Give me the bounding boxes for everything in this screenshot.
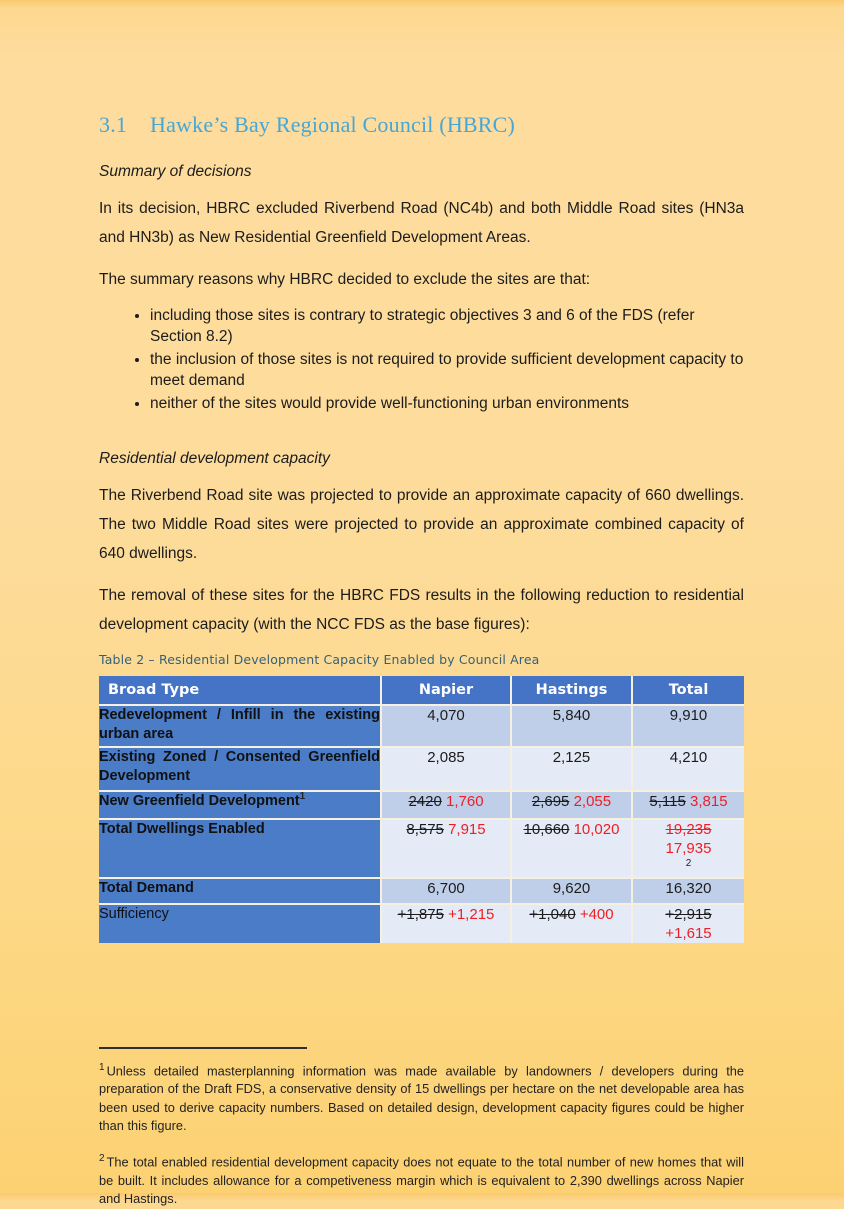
subheading-residential-capacity: Residential development capacity [99, 449, 330, 467]
cell-hastings: 9,620 [510, 877, 631, 903]
footnote-1 [99, 1059, 744, 1136]
footnote-1-text: Unless detailed masterplanning information was made available by landowners / developers during the preparation of the Draft FDS, a conservative density of 15 dwellings per hectare on the net developable area has been used to derive capacity numbers. Based on detailed design, development capacity figures could be higher than this figure. [99, 1062, 744, 1134]
cell-napier: 6,700 [380, 877, 510, 903]
header-napier: Napier [380, 676, 510, 704]
footnote-marker-1: 1 [299, 790, 306, 802]
cell-napier: 2,085 [380, 746, 510, 790]
cell-total: +2,915 +1,615 [631, 903, 744, 943]
row-label: Total Dwellings Enabled [99, 818, 380, 877]
paragraph-capacity: The Riverbend Road site was projected to provide an approximate capacity of 660 dwellings. The two Middle Road sites were projected to provide an approximate combined capacity of 640 dwellings. [99, 486, 744, 562]
cell-total: 5,115 3,815 [631, 790, 744, 818]
section-heading [99, 112, 744, 138]
document-page [99, 0, 744, 1209]
table-row-redevelopment [99, 704, 744, 746]
cell-total: 9,910 [631, 704, 744, 746]
table-row-sufficiency [99, 903, 744, 943]
table-row-total-dwellings [99, 818, 744, 877]
section-title: Hawke’s Bay Regional Council (HBRC) [150, 112, 516, 137]
footnote-2-text: The total enabled residential development capacity does not equate to the total number of new homes that will be built. It includes allowance for a competiveness margin which is equivalent to 2,390 dwellings across Napier and Hastings. [99, 1154, 744, 1207]
table-row-new-greenfield [99, 790, 744, 818]
cell-napier: 8,575 7,915 [380, 818, 510, 877]
table-row-total-demand [99, 877, 744, 903]
footnote-1-marker: 1 [99, 1061, 105, 1073]
bullet-item: • including those sites is contrary to strategic objectives 3 and 6 of the FDS (refer Section 8.2) [150, 306, 744, 347]
cell-total: 19,235 17,935 $^2$ [631, 818, 744, 877]
row-label: New Greenfield Development$^1$ [99, 790, 380, 818]
section-number: 3.1 [99, 112, 128, 137]
table-caption: Table 2 – Residential Development Capacity Enabled by Council Area [99, 651, 540, 667]
row-label: Sufficiency [99, 903, 380, 943]
footnote-2-marker: 2 [99, 1152, 105, 1164]
capacity-table [99, 676, 744, 943]
cell-napier: 2420 1,760 [380, 790, 510, 818]
cell-hastings: +1,040 +400 [510, 903, 631, 943]
header-broad-type: Broad Type [99, 676, 380, 704]
reasons-bullet-list [99, 306, 744, 415]
cell-hastings: 2,695 2,055 [510, 790, 631, 818]
row-label: Redevelopment / Infill in the existing urban area [99, 704, 380, 746]
paragraph-decision: In its decision, HBRC excluded Riverbend Road (NC4b) and both Middle Road sites (HN3a and HN3b) as New Residential Greenfield Development Areas. [99, 200, 744, 246]
paragraph-reasons-intro: The summary reasons why HBRC decided to exclude the sites are that: [99, 271, 591, 288]
bullet-item: • the inclusion of those sites is not required to provide sufficient development capacity to meet demand [150, 350, 744, 391]
footnote-marker-2: 2 [685, 857, 692, 869]
header-total: Total [631, 676, 744, 704]
paragraph-removal: The removal of these sites for the HBRC FDS results in the following reduction to residential development capacity (with the NCC FDS as the base figures): [99, 586, 744, 633]
cell-total: 16,320 [631, 877, 744, 903]
footnote-2 [99, 1150, 744, 1209]
subheading-summary-of-decisions: Summary of decisions [99, 163, 252, 180]
cell-napier: 4,070 [380, 704, 510, 746]
cell-hastings: 2,125 [510, 746, 631, 790]
row-label: Total Demand [99, 877, 380, 903]
cell-hastings: 10,660 10,020 [510, 818, 631, 877]
cell-hastings: 5,840 [510, 704, 631, 746]
bullet-item: • neither of the sites would provide well-functioning urban environments [150, 394, 744, 415]
row-label: Existing Zoned / Consented Greenfield Development [99, 746, 380, 790]
table-header-row [99, 676, 744, 704]
footnote-separator-rule [99, 1047, 307, 1049]
cell-napier: +1,875 +1,215 [380, 903, 510, 943]
cell-total: 4,210 [631, 746, 744, 790]
header-hastings: Hastings [510, 676, 631, 704]
table-row-existing-zoned [99, 746, 744, 790]
